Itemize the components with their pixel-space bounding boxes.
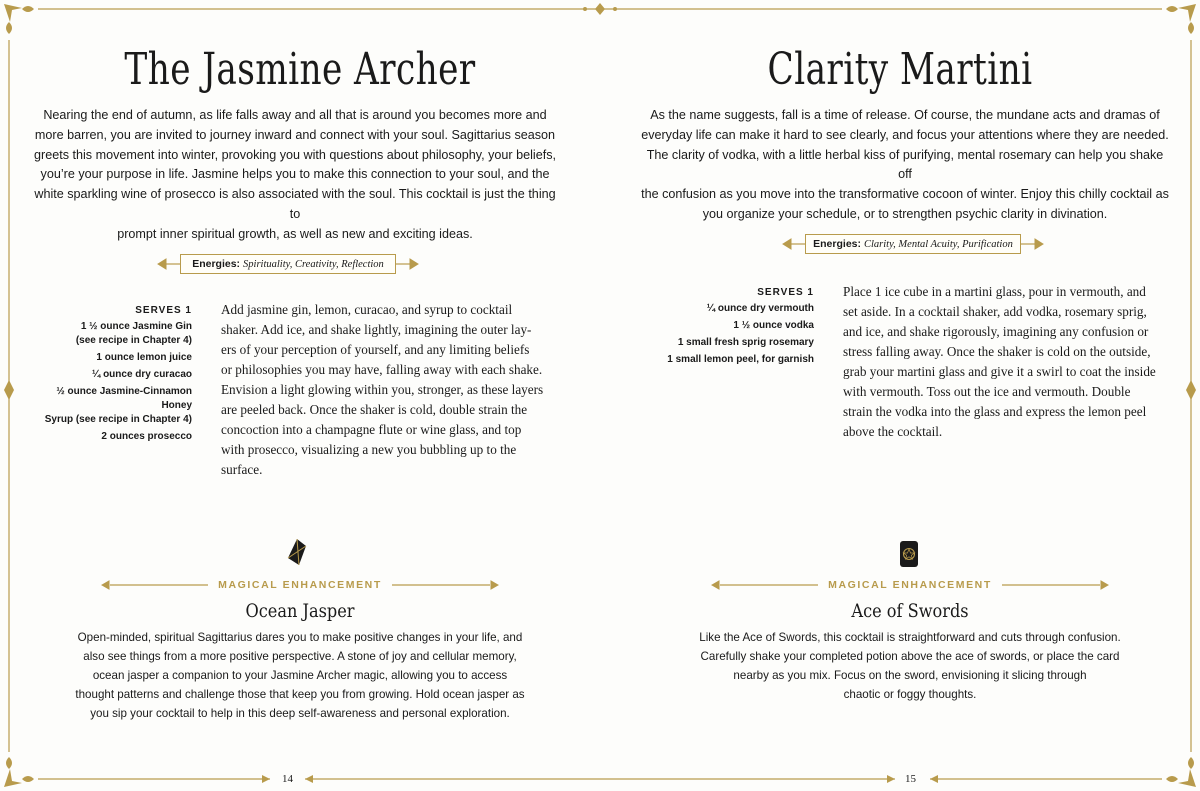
directions [221, 300, 561, 480]
serves-label: SERVES 1 [757, 287, 814, 298]
direction-line: shaker. Add ice, and shake lightly, imagining the outer lay- [221, 322, 532, 337]
right-page [600, 0, 1200, 791]
tarot-card-icon [899, 540, 919, 568]
body-line: Open-minded, spiritual Sagittarius dares you to make positive changes in your life, and [77, 631, 523, 644]
direction-line: strain the vodka into the glass and express the lemon peel [843, 404, 1147, 419]
intro-line: The clarity of vodka, with a little herbal kiss of purifying, mental rosemary can help you shake off [646, 147, 1164, 182]
intro-line: more barren, you are invited to journey inward and connect with your soul. Sagittarius season [34, 127, 556, 142]
recipe-title: Clarity Martini [767, 44, 1033, 95]
magical-enhancement-title: Ace of Swords [851, 600, 969, 622]
ingredient-item: 1 small fresh sprig rosemary [677, 337, 814, 348]
ingredient-item: ½ ounce Jasmine-Cinnamon Honey Syrup (see recipe in Chapter 4) [44, 386, 192, 425]
body-line: ocean jasper a companion to your Jasmine Archer magic, allowing you to access [92, 669, 508, 682]
intro-line: everyday life can make it hard to see clearly, and focus your attentions where they are needed. [641, 127, 1169, 142]
direction-line: stress falling away. Once the shaker is cold on the outside, [843, 344, 1151, 359]
energies-value: Clarity, Mental Acuity, Purification [864, 238, 1013, 250]
direction-line: set aside. In a cocktail shaker, add vodka, rosemary sprig, [843, 304, 1147, 319]
magical-enhancement-label: MAGICAL ENHANCEMENT [828, 579, 992, 591]
ingredients-list [30, 304, 192, 447]
intro-line: prompt inner spiritual growth, as well as new and exciting ideas. [117, 226, 473, 241]
page-number: 14 [282, 773, 293, 785]
ingredient-item: 1 ½ ounce vodka [733, 320, 814, 331]
intro-paragraph [640, 106, 1170, 225]
direction-line: are peeled back. Once the shaker is cold, double strain the [221, 402, 528, 417]
energies-label: Energies: [192, 258, 241, 270]
ingredient-item: 2 ounces prosecco [101, 431, 192, 442]
body-line: thought patterns and challenge those that keep you from growing. Hold ocean jasper as [75, 688, 525, 701]
direction-line: surface. [221, 462, 263, 477]
direction-line: with prosecco, visualizing a new you bubbling up to the [221, 442, 517, 457]
direction-line: grab your martini glass and give it a swirl to coat the inside [843, 364, 1156, 379]
ingredient-item: ¼ ounce dry vermouth [706, 303, 814, 314]
direction-line: Envision a light glowing within you, stronger, as these layers [221, 382, 544, 397]
intro-line: Nearing the end of autumn, as life falls away and all that is around you becomes more and [43, 108, 547, 122]
serves-label: SERVES 1 [135, 305, 192, 316]
body-line: Carefully shake your completed potion above the ace of swords, or place the card [700, 650, 1120, 663]
direction-line: and ice, and shake rigorously, imagining any confusion or [843, 324, 1149, 339]
energies-label: Energies: [813, 238, 861, 250]
body-line: you sip your cocktail to help in this deep self-awareness and personal exploration. [90, 707, 510, 720]
direction-line: with vermouth. Toss out the ice and vermouth. Double [843, 384, 1131, 399]
magical-enhancement-label: MAGICAL ENHANCEMENT [218, 579, 382, 591]
ingredient-item: 1 small lemon peel, for garnish [667, 354, 814, 365]
ingredients-list [650, 286, 814, 370]
recipe-title: The Jasmine Archer [124, 44, 476, 95]
intro-line: white sparkling wine of prosecco is also associated with the soul. This cocktail is just the thing to [34, 187, 556, 221]
magical-enhancement-body [650, 628, 1170, 704]
body-line: also see things from a more positive perspective. A stone of joy and cellular memory, [83, 650, 517, 663]
body-line: Like the Ace of Swords, this cocktail is straightforward and cuts through confusion. [699, 631, 1121, 644]
ingredient-item: ¼ ounce dry curacao [91, 369, 192, 380]
energies-banner [156, 248, 420, 280]
direction-line: concoction into a champagne flute or wine glass, and top [221, 422, 522, 437]
magical-enhancement-body [40, 628, 560, 723]
direction-line: Add jasmine gin, lemon, curacao, and syrup to cocktail [221, 302, 513, 317]
directions [843, 282, 1173, 442]
intro-paragraph [30, 106, 560, 245]
ingredient-item: 1 ounce lemon juice [96, 352, 192, 363]
intro-line: you’re your purpose in life. Jasmine helps you to make this connection to your soul, and the [40, 167, 550, 182]
direction-line: or philosophies you may have, falling away with each shake. [221, 362, 543, 377]
intro-line: you organize your schedule, or to strengthen psychic clarity in divination. [702, 206, 1108, 221]
intro-line: the confusion as you move into the transformative cocoon of winter. Enjoy this chilly cocktail as [641, 187, 1169, 202]
direction-line: above the cocktail. [843, 424, 943, 439]
direction-line: ers of your perception of yourself, and any limiting beliefs [221, 342, 530, 357]
intro-line: As the name suggests, fall is a time of release. Of course, the mundane acts and dramas of [650, 108, 1160, 122]
direction-line: Place 1 ice cube in a martini glass, pour in vermouth, and [843, 284, 1146, 299]
energies-value: Spirituality, Creativity, Reflection [243, 258, 384, 270]
page-number: 15 [905, 773, 916, 785]
body-line: chaotic or foggy thoughts. [843, 688, 977, 701]
body-line: nearby as you mix. Focus on the sword, envisioning it slicing through [733, 669, 1087, 682]
intro-line: greets this movement into winter, provoking you with questions about philosophy, your beliefs, [34, 147, 556, 162]
energies-banner [781, 228, 1045, 260]
ingredient-item: 1 ½ ounce Jasmine Gin (see recipe in Chapter 4) [75, 321, 192, 346]
crystal-icon [287, 538, 307, 566]
magical-enhancement-title: Ocean Jasper [245, 600, 355, 622]
